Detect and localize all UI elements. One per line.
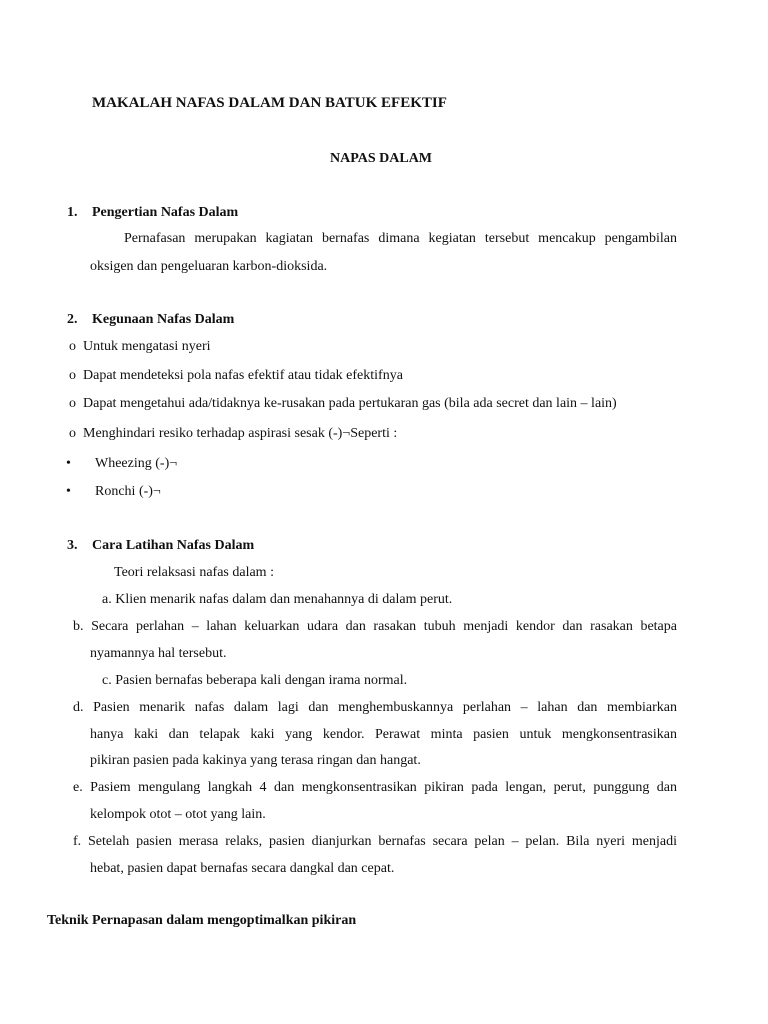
step-item-continuation: hebat, pasien dapat bernafas secara dangkal dan cepat.	[90, 861, 395, 876]
footer-heading: Teknik Pernapasan dalam mengoptimalkan pikiran	[47, 913, 357, 928]
list-item: o Untuk mengatasi nyeri	[69, 339, 211, 354]
step-item-continuation: nyamannya hal tersebut.	[90, 646, 227, 661]
circle-bullet-icon: o	[69, 339, 76, 354]
section-1-paragraph-line: Pernafasan merupakan kagiatan bernafas dimana kegiatan tersebut mencakup pengambilan	[124, 231, 677, 246]
bullet-icon: •	[66, 456, 71, 471]
list-item: o Dapat mengetahui ada/tidaknya ke-rusakan pada pertukaran gas (bila ada secret dan lain – lain)	[69, 396, 617, 411]
section-2-title: Kegunaan Nafas Dalam	[92, 312, 235, 327]
step-item-continuation: pikiran pasien pada kakinya yang terasa ringan dan hangat.	[90, 753, 421, 768]
circle-bullet-icon: o	[69, 426, 76, 441]
step-item: f. Setelah pasien merasa relaks, pasien dianjurkan bernafas secara pelan – pelan. Bila nyeri menjadi	[73, 834, 677, 849]
section-2-heading	[67, 311, 234, 329]
step-item-continuation: hanya kaki dan telapak kaki yang kendor. Perawat minta pasien untuk mengkonsentrasikan	[90, 727, 677, 742]
step-item: e. Pasiem mengulang langkah 4 dan mengkonsentrasikan pikiran pada lengan, perut, punggung dan	[73, 780, 677, 795]
step-item: c. Pasien bernafas beberapa kali dengan irama normal.	[102, 673, 408, 688]
section-1-number: 1.	[67, 205, 78, 220]
section-3-title: Cara Latihan Nafas Dalam	[92, 538, 255, 553]
list-item: o Menghindari resiko terhadap aspirasi sesak (-)¬Seperti :	[69, 426, 398, 441]
circle-bullet-icon: o	[69, 396, 76, 411]
section-3-number: 3.	[67, 538, 78, 553]
step-item: b. Secara perlahan – lahan keluarkan udara dan rasakan tubuh menjadi kendor dan rasakan betapa	[73, 619, 677, 634]
section-2-number: 2.	[67, 312, 78, 327]
page-title: MAKALAH NAFAS DALAM DAN BATUK EFEKTIF	[92, 95, 447, 111]
step-item: d. Pasien menarik nafas dalam lagi dan menghembuskannya perlahan – lahan dan membiarkan	[73, 700, 677, 715]
step-item-continuation: kelompok otot – otot yang lain.	[90, 807, 266, 822]
sub-list-item-text: Ronchi (-)¬	[95, 484, 161, 499]
sub-list-item-text: Wheezing (-)¬	[95, 456, 178, 471]
bullet-icon: •	[66, 484, 71, 499]
sub-list-item	[66, 483, 71, 501]
section-1-title: Pengertian Nafas Dalam	[92, 205, 239, 220]
list-item: o Dapat mendeteksi pola nafas efektif atau tidak efektifnya	[69, 368, 403, 383]
section-3-intro: Teori relaksasi nafas dalam :	[114, 565, 274, 580]
circle-bullet-icon: o	[69, 368, 76, 383]
section-1-heading	[67, 204, 238, 222]
sub-list-item	[66, 455, 71, 473]
section-3-heading	[67, 537, 254, 555]
step-item: a. Klien menarik nafas dalam dan menahannya di dalam perut.	[102, 592, 453, 607]
section-subtitle: NAPAS DALAM	[330, 151, 433, 166]
section-1-paragraph-line: oksigen dan pengeluaran karbon-dioksida.	[90, 259, 328, 274]
